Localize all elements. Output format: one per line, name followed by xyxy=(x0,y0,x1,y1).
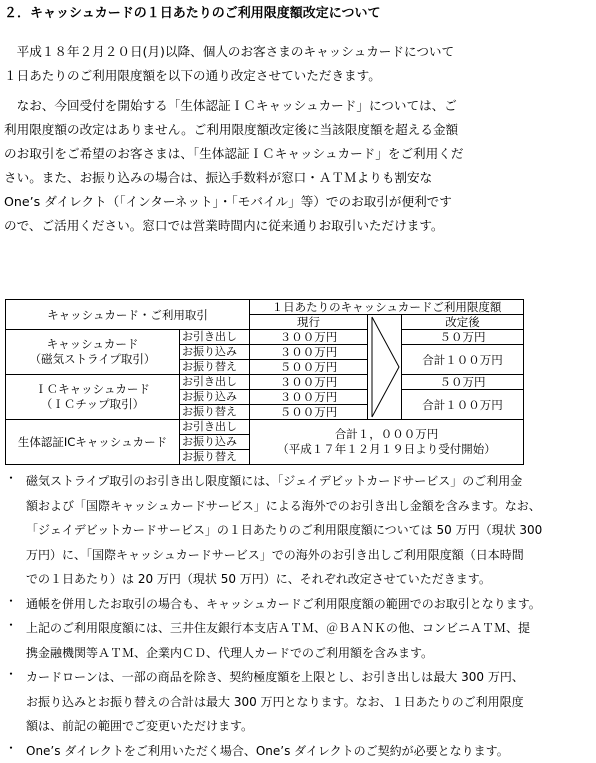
text-line: なお、今回受付を開始する「生体認証ＩＣキャッシュカード」については、ご xyxy=(4,94,463,118)
list-item xyxy=(2,592,596,617)
card-type-biometric: 生体認証ICキャッシュカード xyxy=(6,420,180,465)
section-heading: ２．キャッシュカードの１日あたりのご利用限度額改定について xyxy=(4,2,380,21)
transaction-type: お振り込み xyxy=(180,435,250,450)
limits-table xyxy=(5,299,524,465)
list-item xyxy=(2,665,596,739)
transaction-type: お振り替え xyxy=(180,405,250,420)
current-limit: ３００万円 xyxy=(250,390,368,405)
notes-list xyxy=(2,469,596,763)
table-header-row xyxy=(6,300,524,315)
text-line: １日あたりのご利用限度額を以下の通り改定させていただきます。 xyxy=(4,64,454,88)
total-limit-value: 合計１，０００万円 xyxy=(250,427,523,442)
text-line: のお取引をご希望のお客さまは、「生体認証ＩＣキャッシュカード」をご利用くだ xyxy=(4,142,463,166)
text-line: 磁気ストライプ取引のお引き出し限度額には、「ジェイデビットカードサービス」のご利用金 xyxy=(26,469,596,494)
biometric-total-limit xyxy=(250,420,524,465)
table-row xyxy=(6,330,524,345)
current-limit: ５００万円 xyxy=(250,405,368,420)
revised-limit: 合計１００万円 xyxy=(402,390,524,420)
bullet-mark: ・ xyxy=(5,469,17,486)
current-limit: ３００万円 xyxy=(250,330,368,345)
transaction-type: お振り込み xyxy=(180,345,250,360)
header-daily-limit: １日あたりのキャッシュカードご利用限度額 xyxy=(250,300,524,315)
header-current: 現行 xyxy=(250,315,368,330)
text-line: 携金融機関等ＡＴＭ、企業内ＣＤ、代理人カードでのご利用額を含みます。 xyxy=(26,641,596,666)
text-line: カードローンは、一部の商品を除き、契約極度額を上限とし、お引き出しは最大 300 万円、 xyxy=(26,665,596,690)
revised-limit: 合計１００万円 xyxy=(402,345,524,375)
text-line: お振り込みとお振り替えの合計は最大 300 万円となります。なお、１日あたりのご利用限度 xyxy=(26,690,596,715)
transaction-type: お振り替え xyxy=(180,450,250,465)
list-item xyxy=(2,739,596,763)
bullet-mark: ・ xyxy=(5,592,17,609)
transaction-type: お引き出し xyxy=(180,375,250,390)
transaction-type: お引き出し xyxy=(180,330,250,345)
text-line: での１日あたり）は 20 万円（現状 50 万円）に、それぞれ改定させていただきます。 xyxy=(26,567,596,592)
card-type-ic xyxy=(6,375,180,420)
header-revised: 改定後 xyxy=(402,315,524,330)
text-line: 額および「国際キャッシュカードサービス」による海外でのお引き出し金額を含みます。なお、 xyxy=(26,494,596,519)
intro-paragraph-1 xyxy=(4,40,454,88)
text-line: 万円）に、「国際キャッシュカードサービス」での海外のお引き出しご利用限度額（日本時間 xyxy=(26,543,596,568)
bullet-mark: ・ xyxy=(5,616,17,633)
text-line: One’s ダイレクトをご利用いただく場合、One’s ダイレクトのご契約が必要となります。 xyxy=(26,739,596,763)
text-line: ので、ご活用ください。窓口では営業時間内に従来通りお取引いただけます。 xyxy=(4,214,463,238)
bullet-mark: ・ xyxy=(5,665,17,682)
text-line: One’s ダイレクト（「インターネット」・「モバイル」等）でのお取引が便利です xyxy=(4,190,463,214)
text-line: 利用限度額の改定はありません。ご利用限度額改定後に当該限度額を超える金額 xyxy=(4,118,463,142)
card-type-name: ＩＣキャッシュカード xyxy=(6,382,179,397)
text-line: 額は、前記の範囲でご変更いただけます。 xyxy=(26,714,596,739)
transaction-type: お振り込み xyxy=(180,390,250,405)
text-line: 「ジェイデビットカードサービス」の１日あたりのご利用限度額については 50 万円（現状 300 xyxy=(26,518,596,543)
text-line: 上記のご利用限度額には、三井住友銀行本支店ＡＴＭ、＠ＢＡＮＫの他、コンビニＡＴＭ、提 xyxy=(26,616,596,641)
intro-paragraph-2 xyxy=(4,94,463,238)
current-limit: ３００万円 xyxy=(250,345,368,360)
bullet-mark: ・ xyxy=(5,739,17,756)
list-item xyxy=(2,469,596,592)
text-line: 平成１８年２月２０日(月)以降、個人のお客さまのキャッシュカードについて xyxy=(4,40,454,64)
card-type-note: （磁気ストライプ取引） xyxy=(6,352,179,367)
total-limit-note: （平成１７年１２月１９日より受付開始） xyxy=(250,442,523,457)
card-type-name: キャッシュカード xyxy=(6,337,179,352)
revised-limit: ５０万円 xyxy=(402,330,524,345)
table-row xyxy=(6,375,524,390)
current-limit: ３００万円 xyxy=(250,375,368,390)
header-card-transaction: キャッシュカード・ご利用取引 xyxy=(6,300,250,330)
arrow-right-icon xyxy=(368,315,402,419)
card-type-magnetic xyxy=(6,330,180,375)
transaction-type: お振り替え xyxy=(180,360,250,375)
text-line: さい。また、お振り込みの場合は、振込手数料が窓口・ＡＴＭよりも割安な xyxy=(4,166,463,190)
card-type-note: （ＩＣチップ取引） xyxy=(6,397,179,412)
transaction-type: お引き出し xyxy=(180,420,250,435)
list-item xyxy=(2,616,596,665)
revised-limit: ５０万円 xyxy=(402,375,524,390)
text-line: 通帳を併用したお取引の場合も、キャッシュカードご利用限度額の範囲でのお取引となります。 xyxy=(26,592,596,617)
change-arrow xyxy=(368,315,402,420)
table-row xyxy=(6,420,524,435)
current-limit: ５００万円 xyxy=(250,360,368,375)
